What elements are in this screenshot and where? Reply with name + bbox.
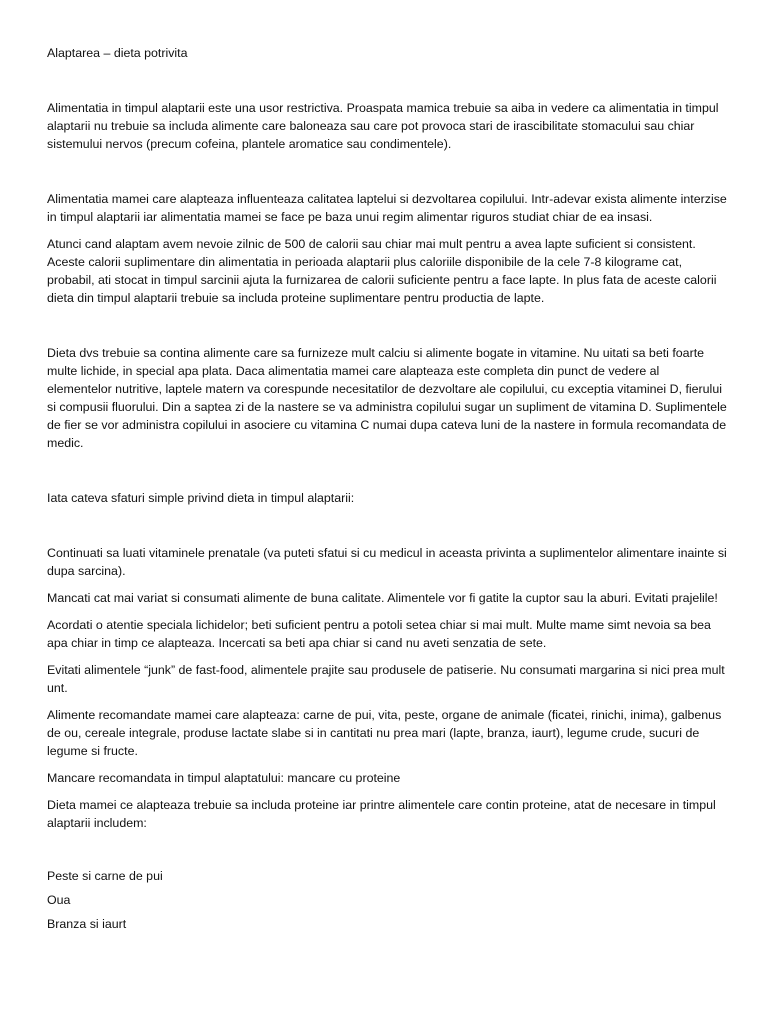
list-item: Branza si iaurt [47,917,127,931]
paragraph-intro: Alimentatia in timpul alaptarii este una usor restrictiva. Proaspata mamica trebuie sa aiba in vedere ca alimentatia in timpul alaptarii nu trebuie sa includa alimente care baloneaza sau care pot provoca stari de irascibilitate stomacului sau chiar sistemului nervos (precum cofeina, plantele aromatice sau condimentele). [47,101,719,151]
list-item: Oua [47,893,71,907]
paragraph-calories: Atunci cand alaptam avem nevoie zilnic de 500 de calorii sau chiar mai mult pentru a avea lapte suficient si consistent. Aceste calorii suplimentare din alimentatia in perioada alaptarii plus caloriile disponibile de la cele 7-8 kilograme cat, probabil, ati stocat in timpul sarcinii ajuta la furnizarea de calorii suficiente pentru a face lapte. In plus fata de aceste calorii dieta din timpul alaptarii trebuie sa includa proteine suplimentare pentru productia de lapte. [47,237,717,305]
paragraph-tip-liquids: Acordati o atentie speciala lichidelor; beti suficient pentru a potoli setea chiar si mai mult. Multe mame simt nevoia sa bea apa chiar in timp ce alapteaza. Incercati sa beti apa chiar si cand nu aveti senzatia de sete. [47,618,711,650]
paragraph-protein-intro: Dieta mamei ce alapteaza trebuie sa includa proteine iar printre alimentele care contin proteine, atat de necesare in timpul alaptarii includem: [47,798,716,830]
paragraph-tip-junk: Evitati alimentele “junk” de fast-food, alimentele prajite sau produsele de patiserie. Nu consumati margarina si nici prea mult unt. [47,663,725,695]
paragraph-protein-heading: Mancare recomandata in timpul alaptatului: mancare cu proteine [47,771,401,785]
paragraph-influence: Alimentatia mamei care alapteaza influenteaza calitatea laptelui si dezvoltarea copilului. Intr-adevar exista alimente interzise in timpul alaptarii iar alimentatia mamei se face pe baza unui regim alimentar riguros studiat chiar de ea insasi. [47,192,727,224]
paragraph-tip-vitamins: Continuati sa luati vitaminele prenatale (va puteti sfatui si cu medicul in aceasta privinta a suplimentelor alimentare inainte si dupa sarcina). [47,546,727,578]
paragraph-tips-intro: Iata cateva sfaturi simple privind dieta in timpul alaptarii: [47,491,355,505]
list-item: Peste si carne de pui [47,869,163,883]
document-page [47,44,727,933]
document-title: Alaptarea – dieta potrivita [47,46,188,60]
paragraph-tip-variety: Mancati cat mai variat si consumati alimente de buna calitate. Alimentele vor fi gatite la cuptor sau la aburi. Evitati prajelile! [47,591,718,605]
paragraph-recommended-foods: Alimente recomandate mamei care alapteaza: carne de pui, vita, peste, organe de animale (ficatei, rinichi, inima), galbenus de ou, cereale integrale, produse lactate slabe si in cantitati nu prea mari (lapte, branza, iaurt), legume crude, sucuri de legume si fructe. [47,708,722,758]
paragraph-vitamins: Dieta dvs trebuie sa contina alimente care sa furnizeze mult calciu si alimente bogate in vitamine. Nu uitati sa beti foarte multe lichide, in special apa plata. Daca alimentatia mamei care alapteaza este completa din punct de vedere al elementelor nutritive, laptele matern va corespunde necesitatilor de dezvoltare ale copilului, cu exceptia vitaminei D, fierului si compusii fluorului. Din a saptea zi de la nastere se va administra copilului sugar un supliment de vitamina D. Suplimentele de fier se vor administra copilului in asociere cu vitamina C numai dupa cateva luni de la nastere in formula recomandata de medic. [47,346,727,450]
